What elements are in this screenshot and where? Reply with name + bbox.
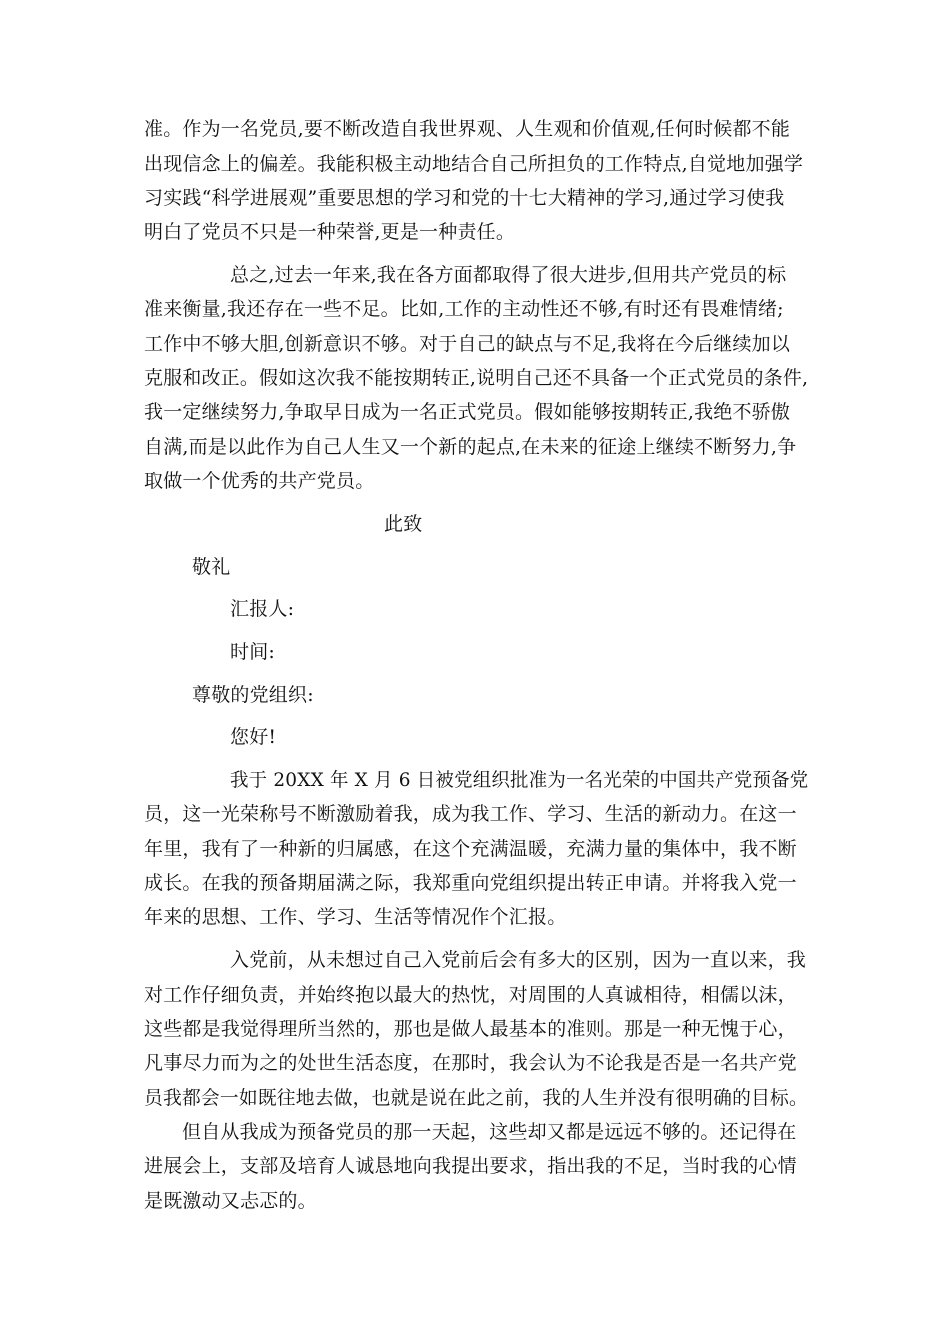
paragraph-1-line-2: 出现信念上的偏差。我能积极主动地结合自己所担负的工作特点,自觉地加强学 — [144, 153, 804, 175]
closing-ci-zhi: 此致 — [384, 513, 423, 535]
salutation: 尊敬的党组织: — [192, 684, 314, 706]
greeting: 您好! — [230, 726, 277, 748]
paragraph-5-line-1: 但自从我成为预备党员的那一天起，这些却又都是远远不够的。还记得在 — [182, 1121, 797, 1143]
paragraph-4-line-1: 入党前，从未想过自己入党前后会有多大的区别，因为一直以来，我 — [230, 949, 807, 971]
paragraph-3-line-1: 我于 20XX 年 X 月 6 日被党组织批准为一名光荣的中国共产党预备党 — [230, 769, 809, 791]
closing-jing-li: 敬礼 — [192, 556, 231, 578]
paragraph-5-line-3: 是既激动又忐忑的。 — [144, 1190, 317, 1212]
paragraph-2-line-5: 我一定继续努力,争取早日成为一名正式党员。假如能够按期转正,我绝不骄傲 — [144, 401, 791, 423]
paragraph-1-line-1: 准。作为一名党员,要不断改造自我世界观、人生观和价值观,任何时候都不能 — [144, 118, 791, 140]
paragraph-1-line-3: 习实践“科学进展观”重要思想的学习和党的十七大精神的学习,通过学习使我 — [144, 187, 785, 209]
paragraph-3-line-3: 年里，我有了一种新的归属感，在这个充满温暖，充满力量的集体中，我不断 — [144, 838, 797, 860]
paragraph-2-line-4: 克服和改正。假如这次我不能按期转正,说明自己还不具备一个正式党员的条件, — [144, 367, 809, 389]
paragraph-2-line-2: 准来衡量,我还存在一些不足。比如,工作的主动性还不够,有时还有畏难情绪; — [144, 298, 784, 320]
paragraph-2-line-3: 工作中不够大胆,创新意识不够。对于自己的缺点与不足,我将在今后继续加以 — [144, 333, 791, 355]
paragraph-4-line-4: 凡事尽力而为之的处世生活态度，在那时，我会认为不论我是否是一名共产党 — [144, 1052, 797, 1074]
paragraph-2-line-1: 总之,过去一年来,我在各方面都取得了很大进步,但用共产党员的标 — [230, 264, 787, 286]
paragraph-3-line-5: 年来的思想、工作、学习、生活等情况作个汇报。 — [144, 906, 567, 928]
paragraph-1-line-4: 明白了党员不只是一种荣誉,更是一种责任。 — [144, 221, 516, 243]
paragraph-4-line-5: 员我都会一如既往地去做，也就是说在此之前，我的人生并没有很明确的目标。 — [144, 1087, 809, 1109]
paragraph-2-line-6: 自满,而是以此作为自己人生又一个新的起点,在未来的征途上继续不断努力,争 — [144, 436, 797, 458]
paragraph-3-line-4: 成长。在我的预备期届满之际，我郑重向党组织提出转正申请。并将我入党一 — [144, 872, 797, 894]
time-label: 时间: — [230, 641, 276, 663]
paragraph-4-line-3: 这些都是我觉得理所当然的，那也是做人最基本的准则。那是一种无愧于心， — [144, 1018, 797, 1040]
paragraph-5-line-2: 进展会上，支部及培育人诚恳地向我提出要求，指出我的不足，当时我的心情 — [144, 1155, 797, 1177]
paragraph-2-line-7: 取做一个优秀的共产党员。 — [144, 470, 375, 492]
paragraph-4-line-2: 对工作仔细负责，并始终抱以最大的热忱，对周围的人真诚相待，相儒以沫， — [144, 984, 797, 1006]
reporter-label: 汇报人: — [230, 598, 295, 620]
paragraph-3-line-2: 员，这一光荣称号不断激励着我，成为我工作、学习、生活的新动力。在这一 — [144, 803, 797, 825]
